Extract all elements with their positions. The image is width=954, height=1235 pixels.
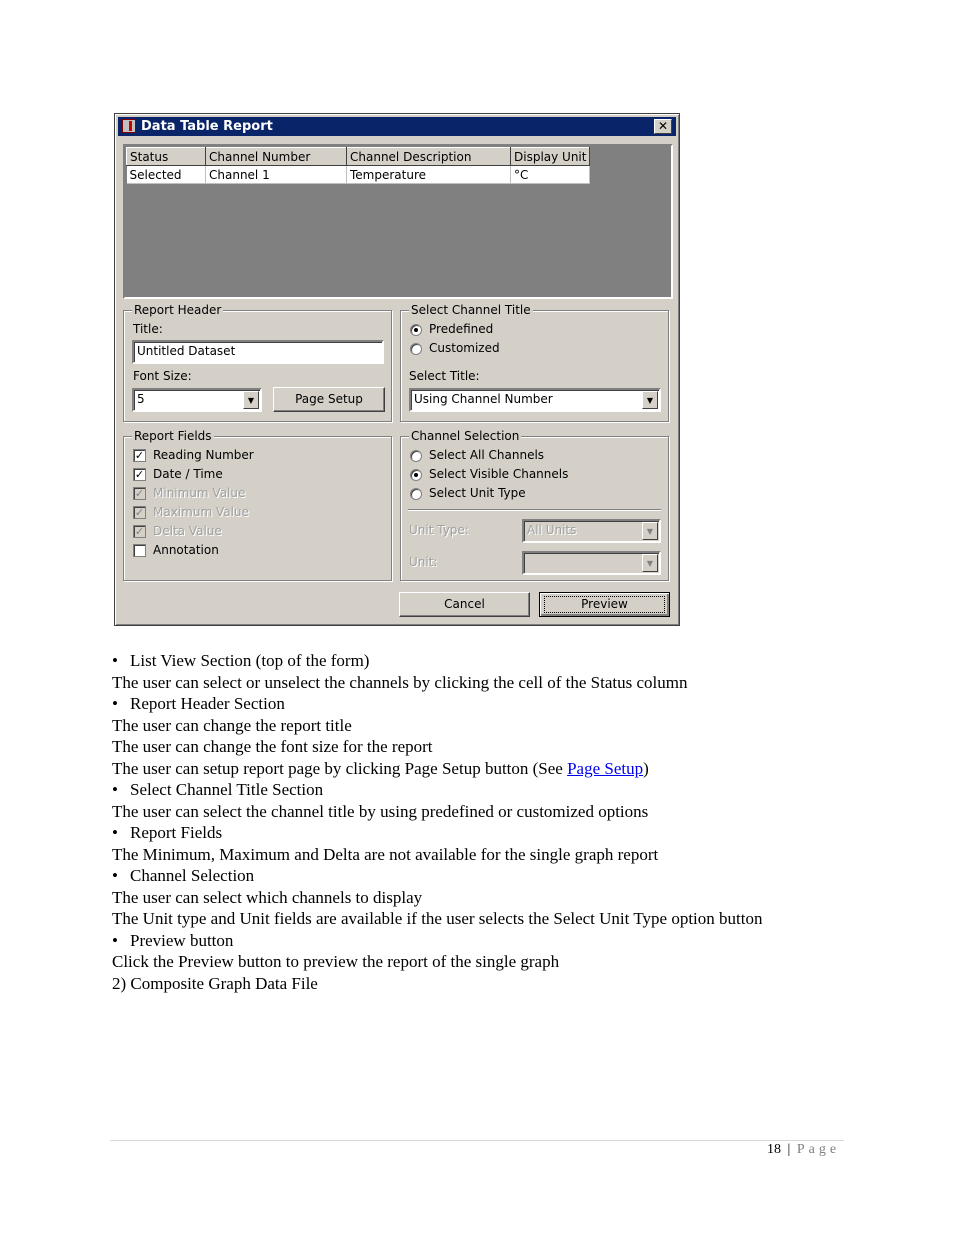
unit-type-dropdown bbox=[522, 519, 661, 543]
channel-list-view[interactable] bbox=[123, 144, 673, 299]
select-channel-title-legend: Select Channel Title bbox=[411, 303, 531, 317]
chevron-down-icon[interactable]: ▼ bbox=[243, 391, 259, 409]
focus-rect bbox=[544, 596, 665, 613]
page-number: 18 bbox=[767, 1142, 781, 1157]
select-title-value: Using Channel Number bbox=[414, 392, 553, 406]
line-text: The Minimum, Maximum and Delta are not available for the single graph report bbox=[112, 844, 659, 864]
line-text: 2) Composite Graph Data File bbox=[112, 973, 318, 993]
select-unit-type-label: Select Unit Type bbox=[429, 486, 526, 500]
preview-button[interactable] bbox=[539, 592, 670, 617]
line-text: Channel Selection bbox=[130, 866, 255, 885]
radio-customized-label: Customized bbox=[429, 341, 500, 355]
page-setup-button[interactable]: Page Setup bbox=[273, 387, 385, 412]
line-text: The Unit type and Unit fields are available if the user selects the Select Unit Type option button bbox=[112, 909, 763, 928]
chevron-down-icon: ▼ bbox=[642, 522, 658, 540]
bullet-heading bbox=[112, 650, 872, 672]
bullet-heading bbox=[112, 865, 872, 887]
radio-select-all-channels[interactable] bbox=[410, 450, 422, 462]
report-header-group bbox=[123, 303, 392, 422]
bullet-heading bbox=[112, 779, 872, 801]
radio-predefined-label: Predefined bbox=[429, 322, 494, 336]
select-title-dropdown[interactable] bbox=[409, 388, 661, 412]
line-text: Report Header Section bbox=[130, 694, 285, 713]
app-icon bbox=[122, 119, 136, 133]
unit-type-value: All Units bbox=[527, 523, 577, 537]
select-channel-title-group bbox=[400, 303, 669, 422]
unit-dropdown bbox=[522, 551, 661, 575]
line-text: The user can select or unselect the channels by clicking the cell of the Status column bbox=[112, 672, 688, 692]
channel-table bbox=[126, 147, 590, 184]
bullet-heading bbox=[112, 822, 872, 844]
body-line bbox=[112, 844, 872, 866]
checkbox-maximum-value: ✓ bbox=[134, 506, 145, 519]
report-fields-group bbox=[123, 429, 392, 581]
date-time-label: Date / Time bbox=[153, 467, 223, 481]
column-header-status[interactable]: Status bbox=[127, 148, 206, 166]
report-header-legend: Report Header bbox=[134, 303, 222, 317]
cancel-button[interactable]: Cancel bbox=[399, 592, 530, 617]
body-line bbox=[112, 736, 872, 758]
body-line bbox=[112, 715, 872, 737]
cell-channel-description[interactable]: Temperature bbox=[347, 166, 511, 184]
minimum-value-label: Minimum Value bbox=[153, 486, 246, 500]
footer-separator: | bbox=[787, 1142, 791, 1157]
chevron-down-icon[interactable]: ▼ bbox=[642, 391, 658, 409]
maximum-value-label: Maximum Value bbox=[153, 505, 249, 519]
page-word: Page bbox=[796, 1142, 841, 1157]
title-label: Title: bbox=[133, 322, 163, 336]
body-line bbox=[112, 672, 872, 694]
checkbox-date-time[interactable]: ✓ bbox=[134, 468, 145, 481]
line-text: The user can select which channels to display bbox=[112, 887, 423, 907]
body-line bbox=[112, 758, 872, 780]
delta-value-label: Delta Value bbox=[153, 524, 222, 538]
body-line bbox=[112, 973, 872, 995]
select-visible-channels-label: Select Visible Channels bbox=[429, 467, 569, 481]
select-title-label: Select Title: bbox=[409, 369, 480, 383]
body-line bbox=[112, 801, 872, 823]
channel-selection-group bbox=[400, 429, 669, 581]
document-body bbox=[112, 650, 872, 994]
close-icon[interactable]: ✕ bbox=[654, 119, 672, 134]
unit-type-label: Unit Type: bbox=[409, 523, 469, 537]
select-all-channels-label: Select All Channels bbox=[429, 448, 545, 462]
line-text: The user can change the report title bbox=[112, 715, 352, 735]
radio-select-unit-type[interactable] bbox=[410, 488, 422, 500]
title-input[interactable]: Untitled Dataset bbox=[132, 340, 384, 364]
unit-label: Unit: bbox=[409, 555, 438, 569]
column-header-channel-description[interactable]: Channel Description bbox=[347, 148, 511, 166]
chevron-down-icon: ▼ bbox=[642, 554, 658, 572]
bullet-heading bbox=[112, 693, 872, 715]
radio-customized[interactable] bbox=[410, 343, 422, 355]
divider bbox=[408, 509, 661, 511]
annotation-label: Annotation bbox=[153, 543, 219, 557]
cell-display-unit[interactable]: °C bbox=[511, 166, 590, 184]
reading-number-label: Reading Number bbox=[153, 448, 254, 462]
bullet-icon: • bbox=[112, 930, 118, 950]
line-text: The user can change the font size for the report bbox=[112, 737, 433, 756]
table-row[interactable] bbox=[127, 166, 590, 184]
column-header-channel-number[interactable]: Channel Number bbox=[206, 148, 347, 166]
line-text: The user can setup report page by clicking Page Setup button (See bbox=[112, 758, 568, 778]
font-size-select[interactable] bbox=[132, 388, 262, 412]
dialog-title: Data Table Report bbox=[141, 119, 273, 134]
channel-selection-legend: Channel Selection bbox=[411, 429, 520, 443]
cell-channel-number[interactable]: Channel 1 bbox=[206, 166, 347, 184]
report-fields-legend: Report Fields bbox=[134, 429, 212, 443]
font-size-value: 5 bbox=[137, 392, 145, 406]
line-text: Click the Preview button to preview the report of the single graph bbox=[112, 952, 560, 971]
body-line bbox=[112, 951, 872, 973]
body-line bbox=[112, 908, 872, 930]
dialog-titlebar bbox=[118, 117, 676, 136]
page-footer bbox=[767, 1142, 840, 1158]
cell-status[interactable]: Selected bbox=[127, 166, 206, 184]
checkbox-reading-number[interactable]: ✓ bbox=[134, 449, 145, 462]
bullet-heading bbox=[112, 930, 872, 952]
radio-select-visible-channels[interactable] bbox=[410, 469, 422, 481]
bullet-icon: • bbox=[112, 866, 118, 885]
body-line bbox=[112, 887, 872, 909]
font-size-label: Font Size: bbox=[133, 369, 192, 383]
line-text: The user can select the channel title by using predefined or customized options bbox=[112, 801, 649, 821]
footer-rule bbox=[110, 1140, 844, 1141]
checkbox-minimum-value: ✓ bbox=[134, 487, 145, 500]
checkbox-annotation[interactable] bbox=[133, 544, 146, 557]
line-text: Preview button bbox=[130, 930, 234, 950]
checkbox-delta-value: ✓ bbox=[134, 525, 145, 538]
data-table-report-dialog bbox=[114, 113, 680, 626]
bullet-icon: • bbox=[112, 694, 118, 713]
line-text: Select Channel Title Section bbox=[130, 780, 324, 799]
line-text: Report Fields bbox=[130, 823, 223, 842]
column-header-display-unit[interactable]: Display Unit bbox=[511, 148, 590, 166]
bullet-icon: • bbox=[112, 780, 118, 799]
line-text-after: ) bbox=[643, 758, 649, 778]
line-text: List View Section (top of the form) bbox=[130, 651, 370, 670]
bullet-icon: • bbox=[112, 823, 118, 842]
table-header-row bbox=[127, 148, 590, 166]
page-setup-link[interactable]: Page Setup bbox=[567, 758, 644, 778]
preview-button-label: Preview bbox=[581, 597, 628, 611]
radio-predefined[interactable] bbox=[410, 324, 422, 336]
bullet-icon: • bbox=[112, 651, 118, 670]
